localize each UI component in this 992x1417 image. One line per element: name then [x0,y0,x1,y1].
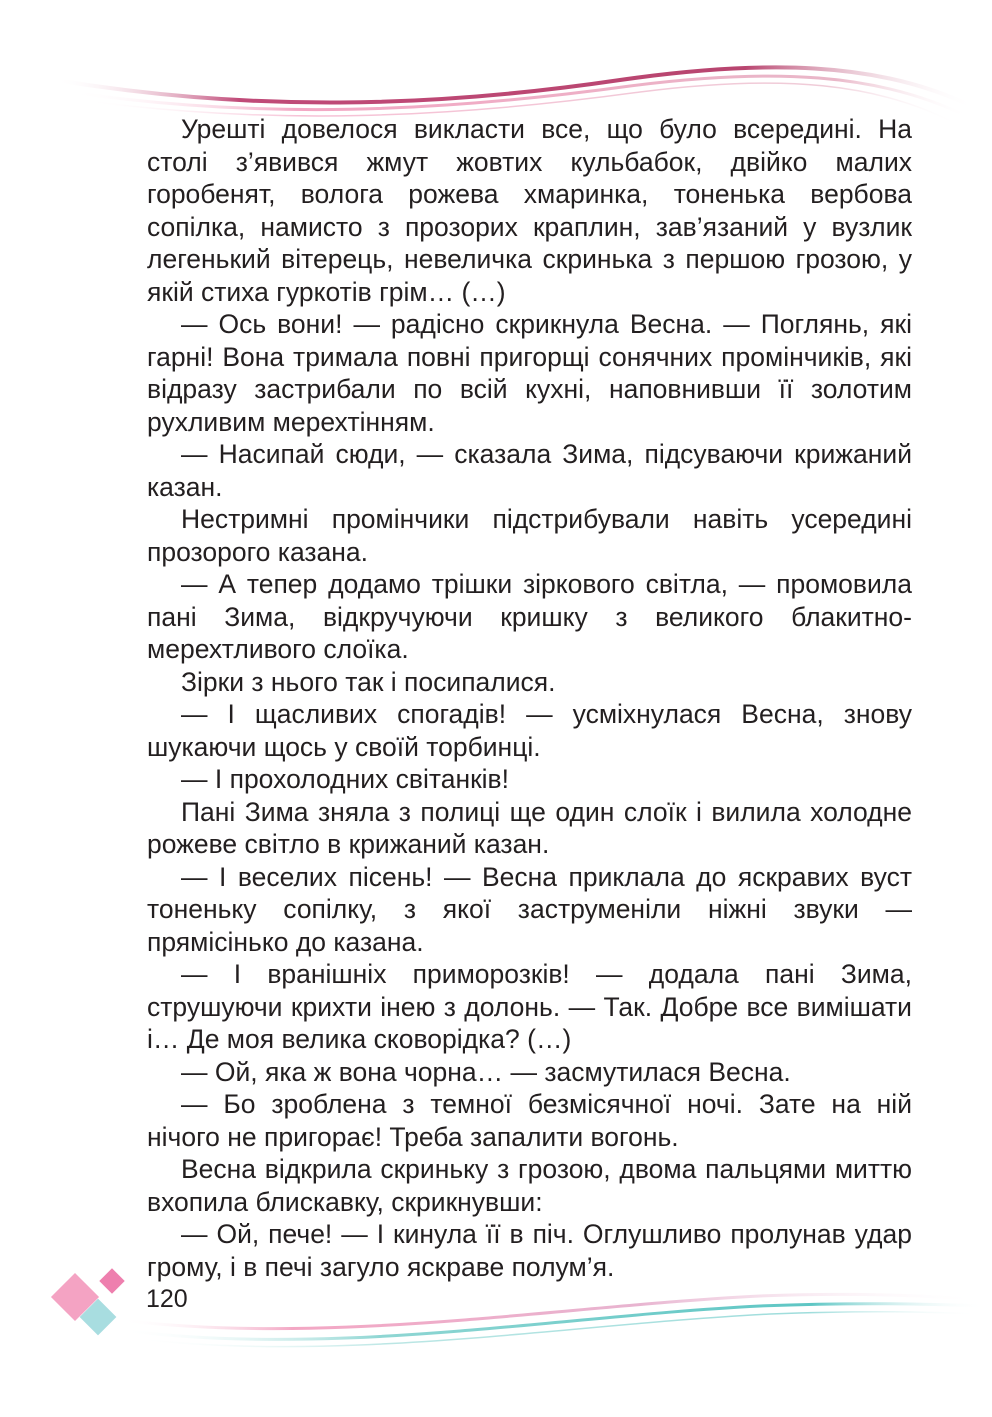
story-text [147,113,912,1283]
page-number: 120 [146,1285,188,1313]
paragraph: — Ой, яка ж вона чорна… — засмутилася Весна. [181,1056,791,1087]
magenta-diamond-small [99,1268,124,1293]
paragraph: Весна відкрила скриньку з грозою, двома пальцями миттю вхопила блискавку, скрикнувши: [147,1154,912,1217]
paragraph: — І щасливих спогадів! — усміхнулася Весна, знову шукаючи щось у своїй торбинці. [147,699,912,762]
paragraph: — І вранішніх приморозків! — додала пані Зима, струшуючи крихти інею з долонь. — Так. Добре все вимішати і… Де моя велика сковорідка? (…) [147,959,912,1054]
paragraph: — І веселих пісень! — Весна приклала до яскравих вуст тоненьку сопілку, з якої заструменіли ніжні звуки — прямісінько до казана. [147,861,912,957]
paragraph: — Бо зроблена з темної безмісячної ночі. Зате на ній нічого не пригорає! Треба запалити вогонь. [147,1089,912,1152]
footer-waves [120,1294,985,1346]
corner-diamonds [51,1268,125,1335]
paragraph: Пані Зима зняла з полиці ще один слоїк і вилила холодне рожеве світло в крижаний казан. [147,796,912,859]
paragraph: — І прохолодних світанків! [181,764,510,794]
paragraph: — А тепер додамо трішки зіркового світла, — промовила пані Зима, відкручуючи кришку з великого блакитно-мерехтливого слоїка. [147,569,912,664]
paragraph: — Ось вони! — радісно скрикнула Весна. — Поглянь, які гарні! Вона тримала повні пригорщі сонячних промінчиків, які відразу застрибали по всій кухні, наповнивши її золотим рухливим мерехтінням. [147,309,912,437]
paragraph: Нестримні промінчики підстрибували навіть усередині прозорого казана. [147,504,912,567]
paragraph: — Ой, пече! — І кинула її в піч. Оглушливо пролунав удар грому, і в печі загуло яскраве полум’я. [147,1219,912,1282]
paragraph: Зірки з нього так і посипалися. [181,666,556,697]
paragraph: Урешті довелося викласти все, що було всередині. На столі з’явився жмут жовтих кульбабок, двійко малих горобенят, волога рожева хмаринка, тоненька вербова сопілка, намисто з прозорих краплин, зав’язаний у вузлик легенький вітерець, невеличка скринька з першою грозою, у якій стиха гуркотів грім… (…) [147,114,912,307]
paragraph: — Насипай сюди, — сказала Зима, підсуваючи крижаний казан. [147,439,912,502]
